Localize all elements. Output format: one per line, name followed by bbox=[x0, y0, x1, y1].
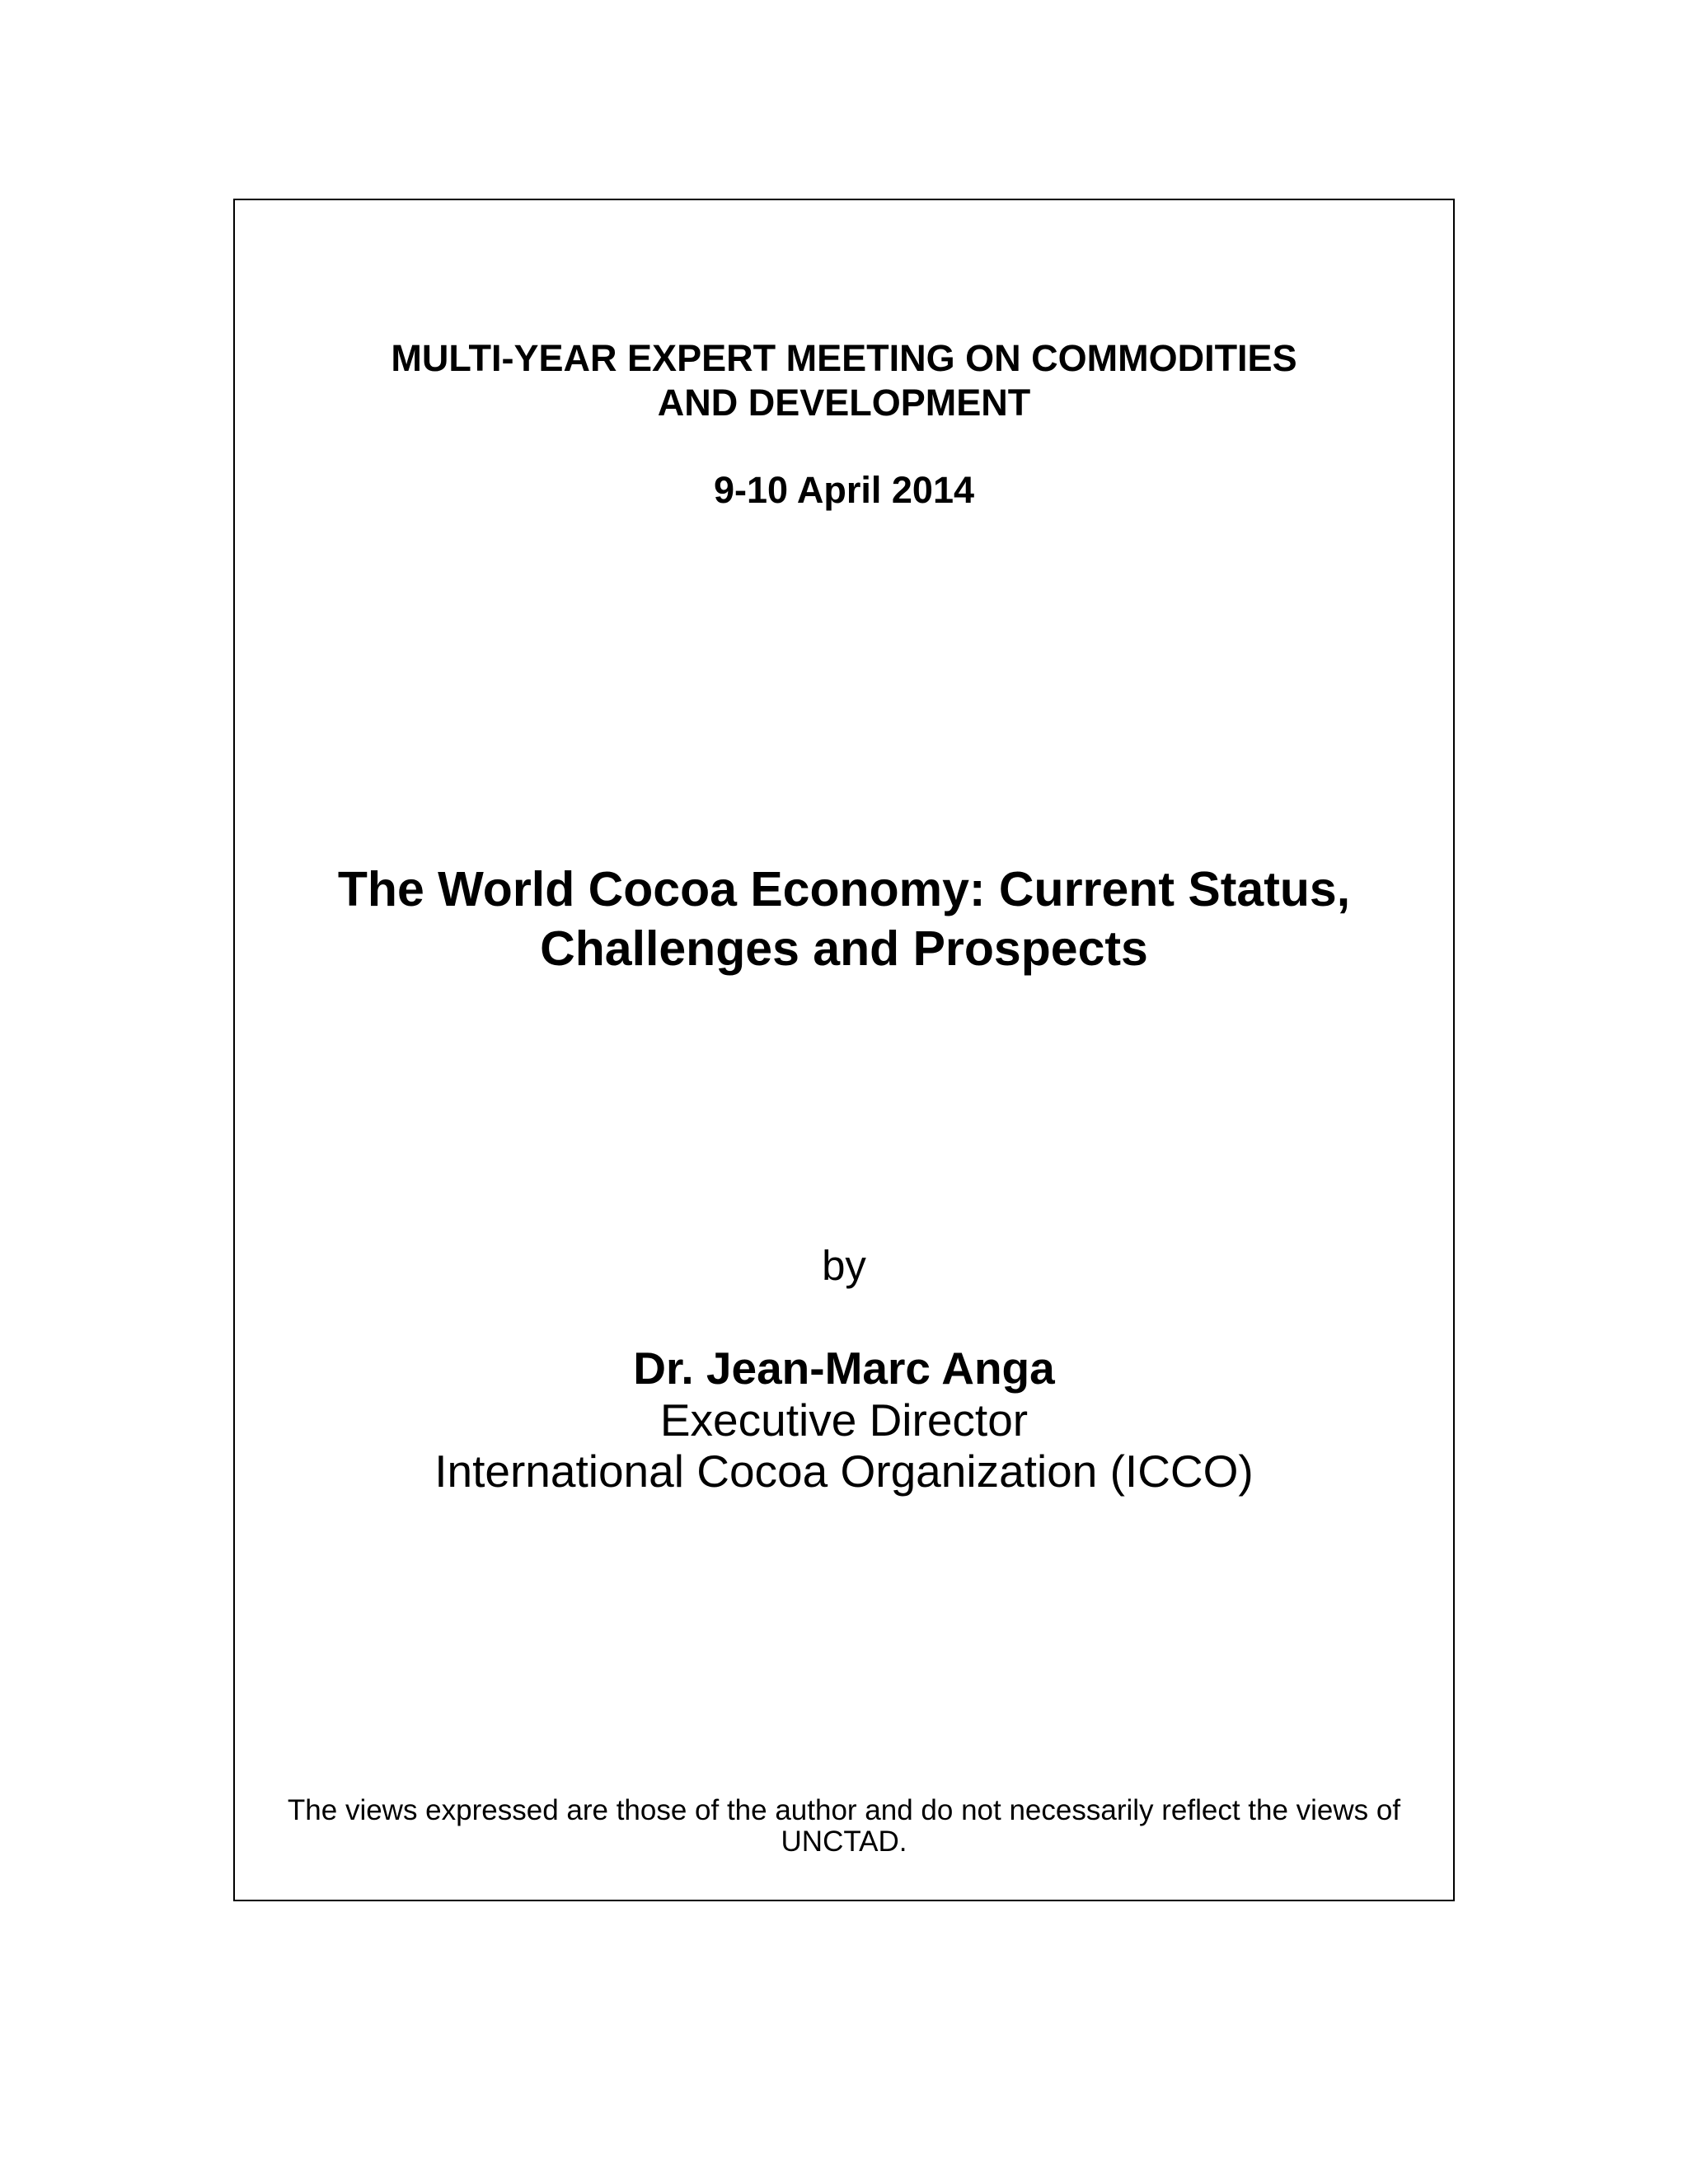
disclaimer-line-2: UNCTAD. bbox=[781, 1825, 907, 1858]
paper-title-line-1: The World Cocoa Economy: Current Status, bbox=[337, 862, 1351, 916]
paper-title-line-2: Challenges and Prospects bbox=[540, 921, 1148, 976]
disclaimer-line-1: The views expressed are those of the author and do not necessarily reflect the views of bbox=[287, 1794, 1401, 1826]
author-name: Dr. Jean-Marc Anga bbox=[633, 1343, 1055, 1394]
paper-title bbox=[235, 860, 1453, 978]
author-role: Executive Director bbox=[659, 1394, 1029, 1446]
by-label: by bbox=[822, 1242, 866, 1289]
meeting-title bbox=[235, 336, 1453, 425]
cover-frame bbox=[233, 199, 1455, 1901]
meeting-title-line-2: AND DEVELOPMENT bbox=[657, 382, 1031, 424]
meeting-title-line-1: MULTI-YEAR EXPERT MEETING ON COMMODITIES bbox=[391, 337, 1297, 379]
meeting-date: 9-10 April 2014 bbox=[713, 469, 974, 511]
author-organization: International Cocoa Organization (ICCO) bbox=[434, 1446, 1254, 1497]
disclaimer bbox=[235, 1795, 1453, 1858]
